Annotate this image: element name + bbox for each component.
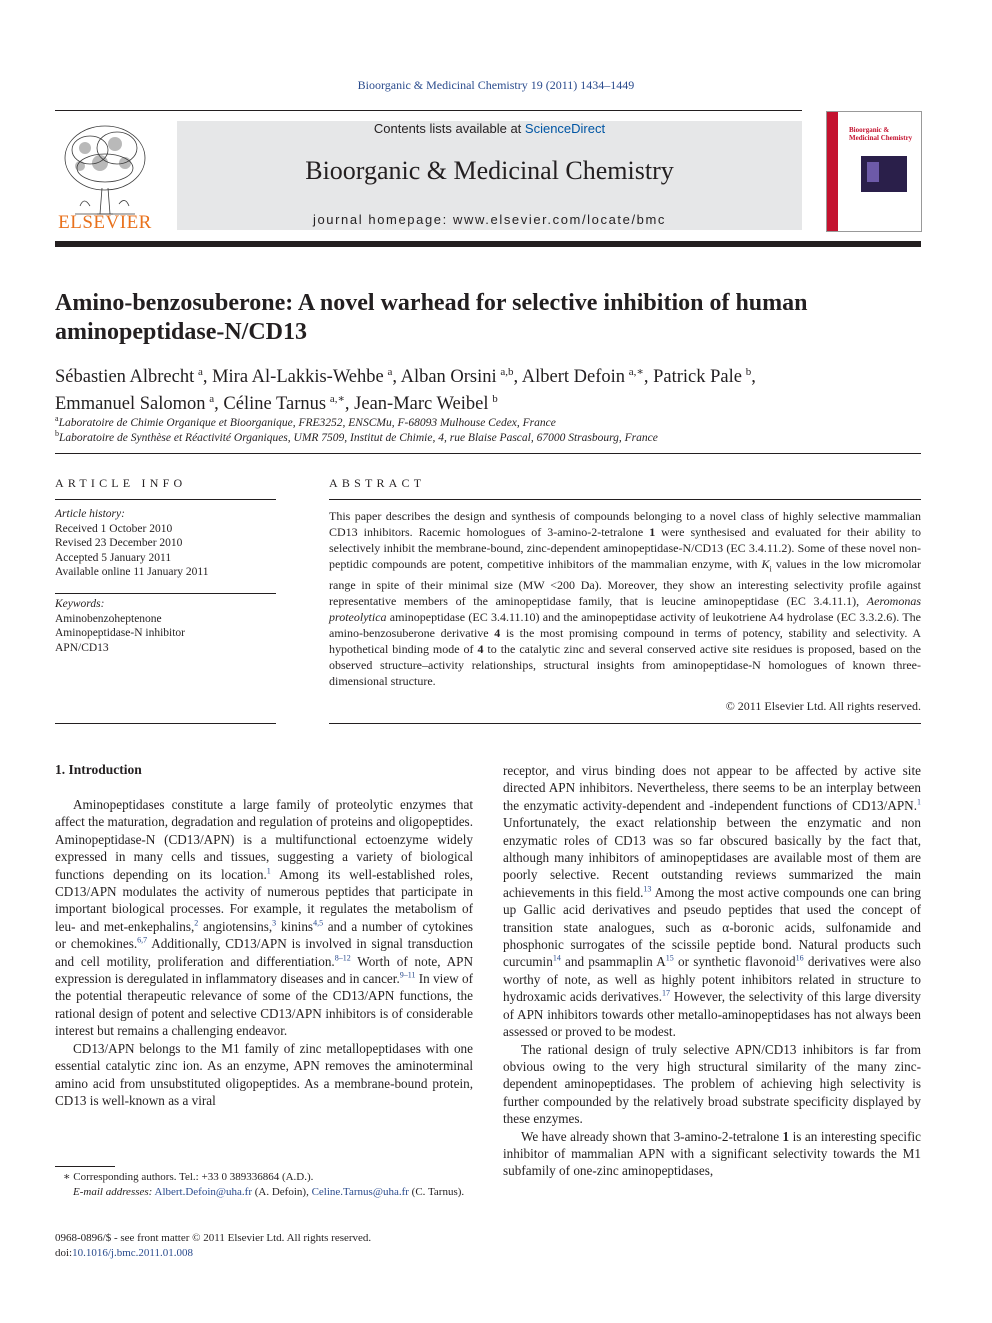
keyword[interactable]: APN/CD13 <box>55 641 109 654</box>
section-heading-introduction: 1. Introduction <box>55 762 142 777</box>
reference-link[interactable]: 4,5 <box>313 918 324 928</box>
affiliation: $^a$Laboratoire de Chimie Organique et Bioorganique, FRE3252, ENSCMu, F-68093 Mulhouse Cedex, France <box>55 414 556 429</box>
cover-title: Bioorganic & Medicinal Chemistry <box>849 126 913 142</box>
email-addresses: E-mail addresses: Albert.Defoin@uha.fr (A. Defoin), Celine.Tarnus@uha.fr (C. Tarnus). <box>73 1186 465 1198</box>
journal-homepage[interactable]: journal homepage: www.elsevier.com/locate/bmc <box>312 212 667 227</box>
doi-line: doi:10.1016/j.bmc.2011.01.008 <box>55 1247 194 1259</box>
history-accepted: Accepted 5 January 2011 <box>55 551 172 564</box>
header-top-rule <box>55 110 802 111</box>
footnote-rule <box>55 1166 115 1167</box>
body-column-left <box>55 796 473 1109</box>
reference-link[interactable]: 13 <box>643 884 652 894</box>
author[interactable]: Patrick Pale $^b$ <box>653 366 752 388</box>
keyword[interactable]: Aminopeptidase-N inhibitor <box>55 627 185 639</box>
body-column-right <box>503 762 921 1180</box>
reference-link[interactable]: 17 <box>662 988 671 998</box>
reference-link[interactable]: 1 <box>266 866 271 876</box>
doi-link[interactable]: 10.1016/j.bmc.2011.01.008 <box>72 1247 194 1259</box>
reference-link[interactable]: 1 <box>917 797 921 807</box>
article-history <box>55 507 276 580</box>
cover-spine <box>827 112 838 231</box>
article-info-heading: ARTICLE INFO <box>55 476 187 490</box>
paragraph: CD13/APN belongs to the M1 family of zinc metallopeptidases with one essential catalytic zinc ion. As an enzyme, APN removes the aminoterminal amino acid from unsubstituted oligopeptides. As a membrane-bound protein, CD13 is well-known as a viral <box>55 1040 473 1108</box>
reference-link[interactable]: 2 <box>194 918 199 928</box>
abstract-heading: ABSTRACT <box>329 476 426 490</box>
history-online: Available online 11 January 2011 <box>55 566 209 578</box>
paragraph: We have already shown that 3-amino-2-tetralone 1 is an interesting specific inhibitor of mammalian APN with a significant selectivity towards the M1 subfamily of one-zinc aminopeptidases, <box>503 1128 922 1179</box>
reference-link[interactable]: 15 <box>665 954 674 964</box>
author[interactable]: Céline Tarnus $^{a,∗}$ <box>223 393 345 415</box>
article-title: Amino-benzosuberone: A novel warhead for selective inhibition of human aminopeptidase-N/CD13 <box>55 290 808 345</box>
author-list: Sébastien Albrecht $^a$, Mira Al-Lakkis-Wehbe $^a$, Alban Orsini $^{a,b}$, Albert Defoin $^{a,∗}$, Patrick Pale $^b$, Emmanuel Salomon $^a$, Céline Tarnus $^{a,∗}$, Jean-Marc Weibel $^b$ <box>55 366 756 415</box>
reference-link[interactable]: 9–11 <box>399 970 416 980</box>
reference-link[interactable]: 8–12 <box>334 953 351 963</box>
paragraph: Aminopeptidases constitute a large family of proteolytic enzymes that affect the maturation, degradation and regulation of proteins and oligopeptides. Aminopeptidase-N (CD13/APN) is a multifunctional ectoenzyme widely expressed in many cells and tissues, suggesting a variety of biological functions depending on its location.$^1$ Among its well-established roles, CD13/APN modulates the activity of numerous peptides that participate in important biological processes. For example, it regulates the metabolism of leu- and met-enkephalins,$^2$ angiotensins,$^3$ kinins$^{4,5}$ and a number of cytokines or chemokines.$^{6,7}$ Additionally, CD13/APN is involved in signal transduction and cell motility, proliferation and differentiation.$^{8-12}$ Worth of note, APN expression is deregulated in inflammatory diseases and in cancer.$^{9-11}$ In view of the potential therapeutic relevance of some of the CD13/APN functions, the rational design of potent and selective CD13/APN inhibitors is of considerable interest but remains a challenging endeavor. <box>55 797 474 1039</box>
elsevier-logo[interactable] <box>55 118 155 236</box>
author[interactable]: Emmanuel Salomon $^a$ <box>55 393 215 415</box>
keywords <box>55 597 276 655</box>
article-info-rule <box>55 499 276 500</box>
email-link[interactable]: Albert.Defoin@uha.fr <box>154 1186 252 1198</box>
corresponding-footnote <box>55 1170 473 1200</box>
keyword[interactable]: Aminobenzoheptenone <box>55 612 162 625</box>
author[interactable]: Alban Orsini $^{a,b}$ <box>400 366 514 388</box>
article-info-rule <box>55 723 276 724</box>
paragraph: The rational design of truly selective APN/CD13 inhibitors is far from obvious owing to the very high structural similarity of the many zinc-dependent aminopeptidases. The problem of achieving high selectivity is further compounded by the relatively broad substrate specificity displayed by these enzymes. <box>503 1041 921 1127</box>
email-link[interactable]: Celine.Tarnus@uha.fr <box>311 1186 409 1198</box>
abstract-rule <box>329 499 921 500</box>
issn-line: 0968-0896/$ - see front matter © 2011 Elsevier Ltd. All rights reserved. <box>55 1232 372 1244</box>
corresponding-authors: ∗ Corresponding authors. Tel.: +33 0 389336864 (A.D.). <box>63 1171 314 1183</box>
author[interactable]: Mira Al-Lakkis-Wehbe $^a$ <box>212 366 393 388</box>
cover-image-detail <box>867 162 879 182</box>
journal-title: Bioorganic & Medicinal Chemistry <box>305 156 674 185</box>
paragraph: receptor, and virus binding does not appear to be affected by active site directed APN inhibitors. Nevertheless, there seems to be an interplay between the enzymatic activity-dependent and -independent functions of CD13/APN.$^1$ Unfortunately, the exact relationship between the enzymatic and non enzymatic roles of CD13 was so far obscured basically by the fact that, although many inhibitors of aminopeptidases are available most of them are poorly selective. Recent outstanding reviews summarized the main achievements in this field.$^{13}$ Among the most active compounds one can bring up Gallic acid derivatives and pseudo peptides that used the concept of transition state analogues, such as α-boronic acids, sulfonamide and phosphonic surrogates of the scissile peptide bond. Natural products such curcumin$^{14}$ and psammaplin $A^{15}$ or synthetic flavonoid$^{16}$ derivatives were also worthy of note, as well as highly potent inhibitors related in structure to hydroxamic acids derivatives.$^{17}$ However, the selectivity of this large diversity of APN inhibitors towards other metallo-aminopeptidases has not always been assessed or proved to be modest. <box>503 763 921 1040</box>
abstract-rule <box>329 723 921 724</box>
article-info-rule <box>55 593 276 594</box>
author[interactable]: Sébastien Albrecht $^a$ <box>55 366 203 388</box>
history-received: Received 1 October 2010 <box>55 522 173 535</box>
contents-text: Contents lists available at <box>373 121 525 136</box>
author[interactable]: Jean-Marc Weibel $^b$ <box>354 393 498 415</box>
elsevier-wordmark: ELSEVIER <box>58 212 152 233</box>
history-revised: Revised 23 December 2010 <box>55 537 183 549</box>
sciencedirect-link[interactable]: ScienceDirect <box>524 121 606 136</box>
section-separator <box>55 453 921 454</box>
abstract-text: This paper describes the design and synthesis of compounds belonging to a novel class of highly selective mammalian CD13 inhibitors. Racemic homologues of 3-amino-2-tetralone 1 were synthesised and evaluated for their ability to selectively inhibit the membrane-bound, zinc-dependent aminopeptidase-N/CD13 (EC 3.4.11.2). Some of these novel non-peptidic compounds are potent, competitive inhibitors of the mammalian enzyme, with $K_i$ values in the low micromolar range in spite of their minimal size (MW <200 Da). Moreover, they show an interesting selectivity profile against representative members of the aminopeptidase family, that is leucine aminopeptidase (EC 3.4.11.1), Aeromonas proteolytica aminopeptidase (EC 3.4.11.10) and the aminopeptidase activity of leukotriene A4 hydrolase (EC 3.3.2.6). The amino-benzosuberone derivative 4 is the most promising compound in terms of potency, stability and selectivity. A hypothetical binding mode of 4 to the catalytic zinc and several conserved active site residues is proposed, based on the observed structure–activity relationships, structural insights from aminopeptidase-N homologues of known three-dimensional structure. <box>329 509 922 689</box>
front-matter <box>55 1231 473 1261</box>
reference-link[interactable]: 14 <box>552 954 561 964</box>
journal-citation[interactable]: Bioorganic & Medicinal Chemistry 19 (2011) 1434–1449 <box>357 78 635 92</box>
author[interactable]: Albert Defoin $^{a,∗}$ <box>521 366 644 388</box>
history-label: Article history: <box>55 508 125 520</box>
reference-link[interactable]: 3 <box>272 918 277 928</box>
reference-link[interactable]: 16 <box>795 954 804 964</box>
affiliation: $^b$Laboratoire de Synthèse et Réactivité Organiques, UMR 7509, Institut de Chimie, 4, rue Blaise Pascal, 67000 Strasbourg, France <box>55 429 658 444</box>
contents-line <box>177 121 802 136</box>
reference-link[interactable]: 6,7 <box>137 935 148 945</box>
keywords-label: Keywords: <box>55 598 105 610</box>
header-bottom-rule <box>55 241 921 247</box>
abstract-copyright: © 2011 Elsevier Ltd. All rights reserved. <box>725 699 921 713</box>
journal-cover-thumbnail[interactable] <box>826 111 922 232</box>
